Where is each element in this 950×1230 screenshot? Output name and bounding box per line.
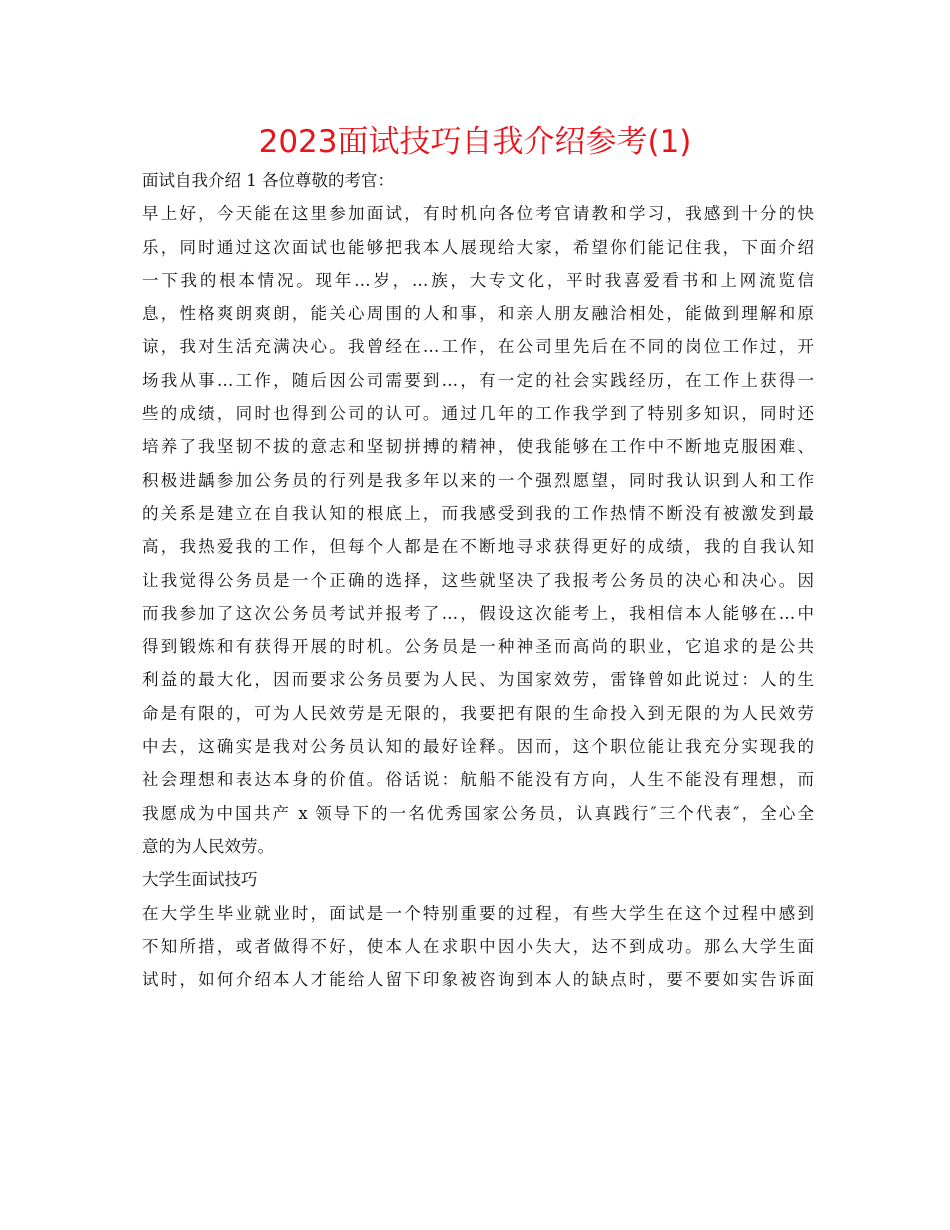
text-line: 场我从事…工作，随后因公司需要到…，有一定的社会实践经历，在工作上获得一 [142, 370, 814, 390]
text-line: 面试自我介绍 1 各位尊敬的考官： [142, 171, 394, 190]
text-line: 利益的最大化，因而要求公务员要为人民、为国家效劳，雷锋曾如此说过：人的生 [142, 670, 814, 690]
text-line: 的关系是建立在自我认知的根底上，而我感受到我的工作热情不断没有被激发到最 [142, 503, 814, 523]
document-body [142, 164, 814, 996]
text-line: 些的成绩，同时也得到公司的认可。通过几年的工作我学到了特别多知识，同时还 [142, 404, 814, 424]
text-line: 早上好，今天能在这里参加面试，有时机向各位考官请教和学习，我感到十分的快 [142, 204, 814, 224]
text-line: 培养了我坚韧不拔的意志和坚韧拼搏的精神，使我能够在工作中不断地克服困难、 [142, 437, 814, 457]
text-line: 息，性格爽朗爽朗，能关心周围的人和事，和亲人朋友融洽相处，能做到理解和原 [142, 304, 814, 324]
text-line: 乐，同时通过这次面试也能够把我本人展现给大家，希望你们能记住我，下面介绍 [142, 237, 814, 257]
text-line: 得到锻炼和有获得开展的时机。公务员是一种神圣而高尚的职业，它追求的是公共 [142, 637, 814, 657]
text-line: 中去，这确实是我对公务员认知的最好诠释。因而，这个职位能让我充分实现我的 [142, 737, 814, 757]
text-line: 让我觉得公务员是一个正确的选择，这些就坚决了我报考公务员的决心和决心。因 [142, 570, 814, 590]
text-line: 意的为人民效劳。 [142, 836, 274, 856]
text-line: 社会理想和表达本身的价值。俗话说：航船不能没有方向，人生不能没有理想，而 [142, 770, 814, 790]
text-line: 大学生面试技巧 [142, 870, 258, 890]
text-line: 积极进龋参加公务员的行列是我多年以来的一个强烈愿望，同时我认识到人和工作 [142, 470, 814, 490]
text-line: 命是有限的，可为人民效劳是无限的，我要把有限的生命投入到无限的为人民效劳 [142, 703, 814, 723]
text-line: 谅，我对生活充满决心。我曾经在…工作，在公司里先后在不同的岗位工作过，开 [142, 337, 814, 357]
text-line: 试时，如何介绍本人才能给人留下印象被咨询到本人的缺点时，要不要如实告诉面 [142, 970, 814, 990]
document-title: 2023面试技巧自我介绍参考(1) [258, 124, 692, 160]
text-line: 不知所措，或者做得不好，使本人在求职中因小失大，达不到成功。那么大学生面 [142, 936, 814, 956]
text-line: 一下我的根本情况。现年…岁，…族，大专文化，平时我喜爱看书和上网流览信 [142, 270, 814, 290]
text-line: 高，我热爱我的工作，但每个人都是在不断地寻求获得更好的成绩，我的自我认知 [142, 537, 814, 557]
text-line: 我愿成为中国共产 x 领导下的一名优秀国家公务员，认真践行″三个代表″，全心全 [142, 803, 814, 823]
text-line: 在大学生毕业就业时，面试是一个特别重要的过程，有些大学生在这个过程中感到 [142, 903, 814, 923]
text-line: 而我参加了这次公务员考试并报考了…，假设这次能考上，我相信本人能够在…中 [142, 603, 814, 623]
